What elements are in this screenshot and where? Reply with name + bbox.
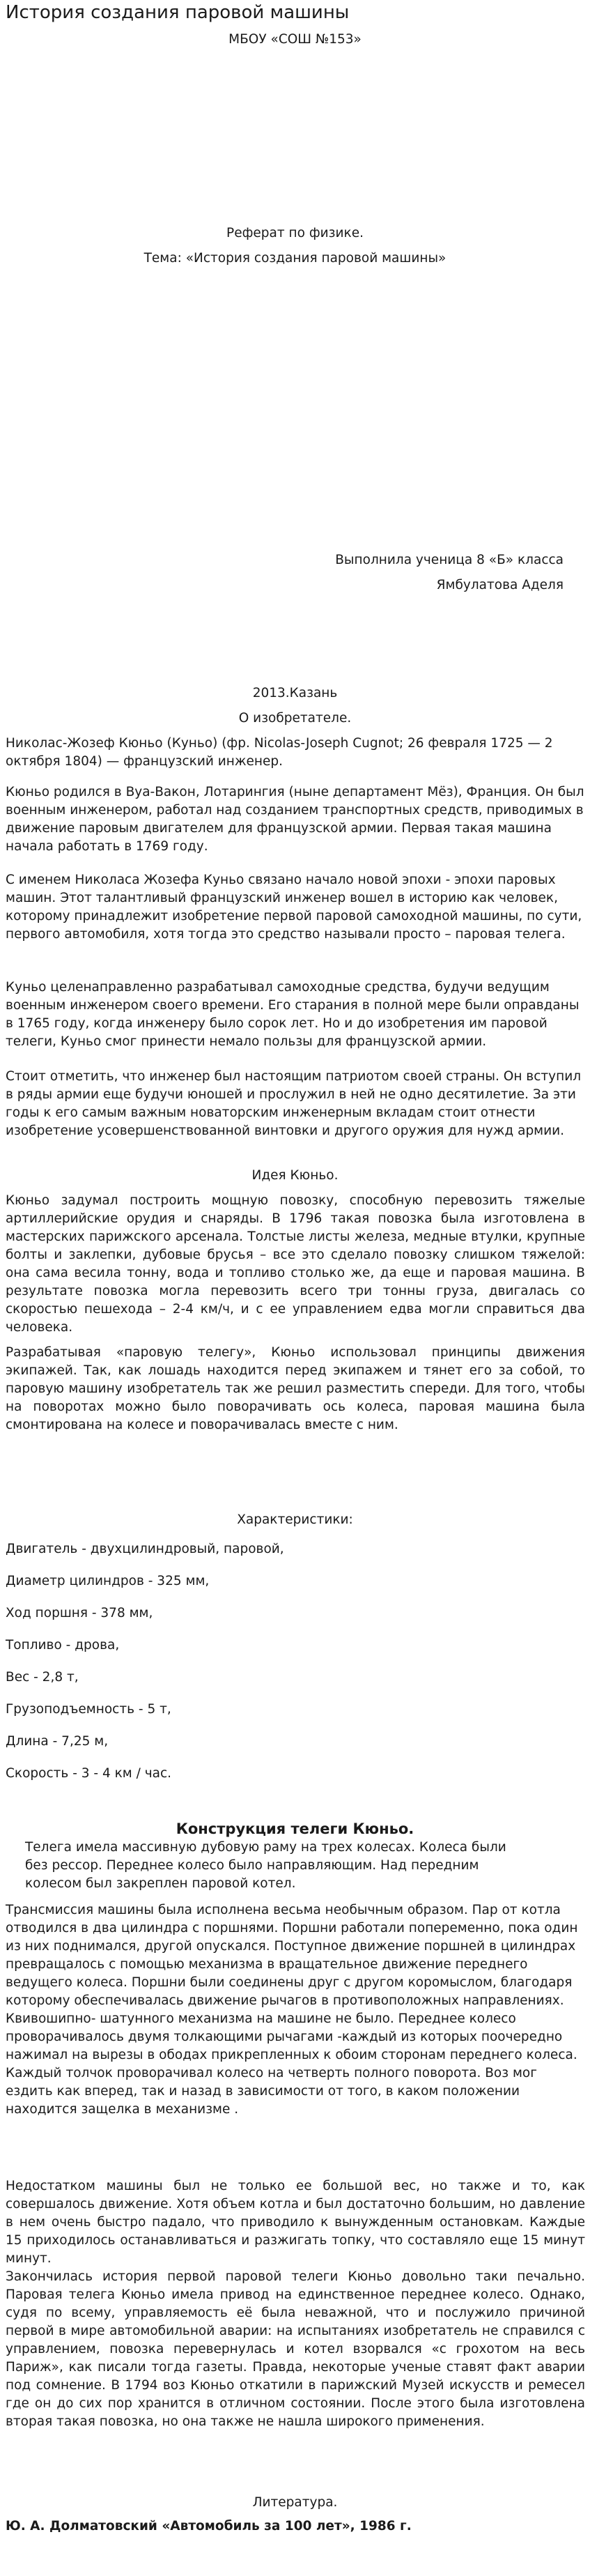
literature-source: Ю. А. Долматовский «Автомобиль за 100 лет», 1986 г.	[6, 2519, 412, 2533]
construction-intro-line-2: без рессор. Переднее колесо было направляющим. Над передним	[25, 1858, 479, 1873]
construction-intro-line-3: колесом был закреплен паровой котел.	[25, 1876, 296, 1891]
spec-item: Скорость - 3 - 4 км / час.	[6, 1766, 172, 1781]
construction-intro	[25, 1839, 582, 1893]
document-title: История создания паровой машины	[6, 2, 350, 23]
spec-item: Вес - 2,8 т,	[6, 1670, 79, 1685]
spec-item: Грузоподъемность - 5 т,	[6, 1702, 171, 1717]
spec-item: Длина - 7,25 м,	[6, 1734, 109, 1749]
spec-item: Диаметр цилиндров - 325 мм,	[6, 1574, 210, 1588]
construction-paragraph-3: Недостатком машины был не только ее большой вес, но также и то, как совершалось движение. Хотя объем котла и был достаточно большим, но давление в нем очень быстро падало, что приводило к вынужденным остановкам. Каждые 15 приходилось останавливаться и разжигать топку, что составляло еще 15 минут минут.	[6, 2179, 585, 2266]
school-name: МБОУ «СОШ №153»	[228, 32, 362, 47]
spec-item: Ход поршня - 378 мм,	[6, 1606, 153, 1620]
section-heading-construction: Конструкция телеги Кюньо.	[176, 1820, 414, 1837]
idea-paragraph-1: Кюньо задумал построить мощную повозку, способную перевозить тяжелые артиллерийские орудия и снаряды. В 1796 такая повозка была изготовлена в мастерских парижского арсенала. Толстые листы железа, медные втулки, крупные болты и заклепки, дубовые брусья – все это сделало повозку слишком тяжелой: она сама весила тонну, вода и топливо столько же, да еще и паровая машина. В результате повозка могла перевозить всего три тонны груза, двигалась со скоростью пешехода – 2-4 км/ч, и с ее управлением едва могли справиться два человека.	[6, 1193, 585, 1335]
about-paragraph-4: Куньо целенаправленно разрабатывал самоходные средства, будучи ведущим военным инженером своего времени. Его старания в полной мере были оправданы в 1765 году, когда инженеру было сорок лет. Но и до изобретения им паровой телеги, Куньо смог принести немало пользы для французской армии.	[6, 980, 580, 1049]
about-paragraph-2: Кюньо родился в Вуа-Вакон, Лотарингия (ныне департамент Мёз), Франция. Он был военным инженером, работал над созданием транспортных средств, приводимых в движение паровым двигателем для французской армии. Первая такая машина начала работать в 1769 году.	[6, 785, 584, 854]
section-heading-idea: Идея Кюньо.	[251, 1168, 339, 1183]
section-heading-specs: Характеристики:	[237, 1512, 353, 1527]
spec-item: Топливо - дрова,	[6, 1638, 120, 1653]
about-paragraph-5: Стоит отметить, что инженер был настоящим патриотом своей страны. Он вступил в ряды армии еще будучи юношей и прослужил в ней не одно десятилетие. За эти годы к его самым важным новаторским инженерным вкладам стоит отнести изобретение усовершенствованной винтовки и другого оружия для нужд армии.	[6, 1069, 582, 1138]
construction-paragraph-2: Трансмиссия машины была исполнена весьма необычным образом. Пар от котла отводился в два цилиндра с поршнями. Поршни работали попеременно, пока один из них поднимался, другой опускался. Поступное движение поршней в цилиндрах превращалось с помощью механизма в вращательное движение переднего ведущего колеса. Поршни были соединены друг с другом коромыслом, благодаря которому обеспечивалась движение рычагов в противоположных направлениях. Квивошипно- шатунного механизма на машине не было. Переднее колесо проворачивалось двумя толкающими рычагами -каждый из которых поочередно нажимал на вырезы в ободах прикрепленных к обоим сторонам переднего колеса. Каждый толчок проворачивал колесо на четверть полного поворота. Воз мог ездить как вперед, так и назад в зависимости от того, в каком положении находится защелка в механизме .	[6, 1903, 578, 2117]
construction-paragraph-4: Закончилась история первой паровой телеги Кюньо довольно таки печально. Паровая телега Кюньо имела привод на единственное переднее колесо. Однако, судя по всему, управляемость её была неважной, что и послужило причиной первой в мире автомобильной аварии: на испытаниях изобретатель не справился с управлением, повозка перевернулась и котел взорвался «с грохотом на весь Париж», как писали тогда газеты. Правда, некоторые ученые ставят факт аварии под сомнение. В 1794 воз Кюньо откатили в парижский Музей искусств и ремесел где он до сих пор хранится в отличном состоянии. После этого была изготовлена вторая такая повозка, но она также не нашла широкого применения.	[6, 2269, 585, 2429]
city-year: 2013.Казань	[252, 686, 338, 700]
specs-list	[6, 1540, 585, 1797]
report-theme: Тема: «История создания паровой машины»	[143, 251, 447, 266]
report-label: Реферат по физике.	[226, 226, 364, 240]
idea-paragraph-2: Разрабатывая «паровую телегу», Кюньо использовал принципы движения экипажей. Так, как лошадь находится перед экипажем и тянет его за собой, то паровую машину изобретатель так же решил разместить спереди. Для того, чтобы на поворотах можно было поворачивать ось колеса, паровая машина была смонтирована на колесе и поворачивалась вместе с ним.	[6, 1345, 585, 1432]
about-paragraph-1: Николас-Жозеф Кюньо (Куньо) (фр. Nicolas-Joseph Cugnot; 26 февраля 1725 — 2 октября 1804) — французский инженер.	[6, 736, 553, 769]
author-line-1: Выполнила ученица 8 «Б» класса	[335, 553, 564, 567]
section-heading-literature: Литература.	[252, 2495, 338, 2510]
spec-item: Двигатель - двухцилиндровый, паровой,	[6, 1542, 284, 1556]
author-name: Ямбулатова Аделя	[436, 578, 564, 592]
construction-intro-line-1: Телега имела массивную дубовую раму на трех колесах. Колеса были	[25, 1840, 506, 1855]
section-heading-about: О изобретателе.	[238, 711, 352, 726]
about-paragraph-3: С именем Николаса Жозефа Куньо связано начало новой эпохи - эпохи паровых машин. Этот талантливый французский инженер вошел в историю как человек, которому принадлежит изобретение первой паровой самоходной машины, по сути, первого автомобиля, хотя тогда это средство называли просто – паровая телега.	[6, 873, 582, 942]
